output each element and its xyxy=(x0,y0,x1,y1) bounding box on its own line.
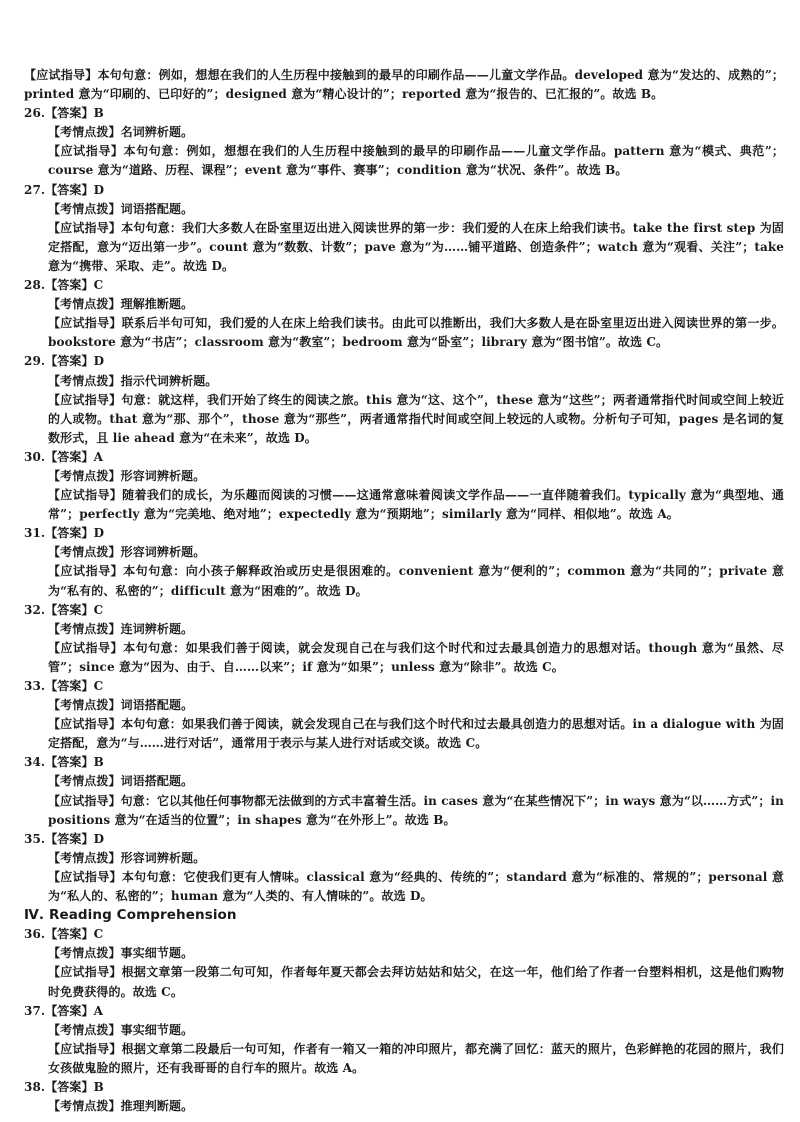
explanation-paragraph: 【应试指导】本句句意：例如，想想在我们的人生历程中接触到的最早的印刷作品——儿童文学作品。pattern 意为“模式、典范”；course 意为“道路、历程、课程”；event 意为“事件、赛事”；condition 意为“状况、条件”。故选 B。 xyxy=(48,144,784,178)
explanation-paragraph: 【应试指导】根据文章第一段第二句可知，作者每年夏天都会去拜访姑姑和姑父，在这一年，他们给了作者一台塑料相机，这是他们购物时免费获得的。故选 C。 xyxy=(48,965,784,999)
explanation-paragraph: 【应试指导】句意：就这样，我们开始了终生的阅读之旅。this 意为“这、这个”，these 意为“这些”；两者通常指代时间或空间上较近的人或物。that 意为“那、那个”，those 意为“那些”，两者通常指代时间或空间上较远的人或物。分析句子可知，pages 是名词的复数形式，且 lie ahead 意为“在未来”，故选 D。 xyxy=(48,392,784,445)
answer-line xyxy=(24,104,784,123)
answer-text: 【答案】B xyxy=(45,106,104,121)
explanation-paragraph: 【考情点拨】事实细节题。 xyxy=(48,1022,194,1037)
answer-text: 【答案】A xyxy=(45,1003,103,1018)
answer-text: 【答案】D xyxy=(45,831,105,846)
answer-line xyxy=(24,181,784,200)
explanation-paragraph: 【考情点拨】名词辨析题。 xyxy=(48,125,194,140)
question-number: 32. xyxy=(24,602,46,617)
explanation-paragraph: 【应试指导】本句句意：它使我们更有人情味。classical 意为“经典的、传统的”；standard 意为“标准的、常规的”；personal 意为“私人的、私密的”；human 意为“人类的、有人情味的”。故选 D。 xyxy=(48,869,784,904)
answer-line xyxy=(24,276,784,295)
question-number: 31. xyxy=(24,526,46,541)
answer-line xyxy=(24,524,784,543)
explanation-paragraph: 【考情点拨】词语搭配题。 xyxy=(48,774,194,789)
explanation-paragraph: 【考情点拨】连词辨析题。 xyxy=(48,621,194,636)
answer-line xyxy=(24,830,784,849)
answer-line xyxy=(24,925,784,944)
answer-text: 【答案】C xyxy=(45,278,104,293)
answer-line xyxy=(24,1002,784,1021)
answer-line xyxy=(24,448,784,467)
question-number: 36. xyxy=(24,927,46,942)
answer-line xyxy=(24,677,784,696)
explanation-paragraph: 【应试指导】联系后半句可知，我们爱的人在床上给我们读书。由此可以推断出，我们大多数人是在卧室里迈出进入阅读世界的第一步。bookstore 意为“书店”；classroom 意为“教室”；bedroom 意为“卧室”；library 意为“图书馆”。故选 C。 xyxy=(48,316,784,350)
question-number: 38. xyxy=(24,1079,46,1094)
explanation-paragraph: 【考情点拨】词语搭配题。 xyxy=(48,698,194,713)
explanation-paragraph: 【考情点拨】形容词辨析题。 xyxy=(48,850,206,865)
explanation-paragraph: 【考情点拨】形容词辨析题。 xyxy=(48,468,206,483)
answer-line xyxy=(24,753,784,772)
answer-text: 【答案】D xyxy=(45,526,105,541)
answer-key-content xyxy=(24,66,784,1116)
question-number: 37. xyxy=(24,1003,46,1018)
answer-text: 【答案】A xyxy=(45,449,103,464)
section-heading: Ⅳ. Reading Comprehension xyxy=(24,907,237,924)
question-number: 34. xyxy=(24,755,46,770)
question-number: 26. xyxy=(24,106,46,121)
answer-text: 【答案】B xyxy=(45,755,104,770)
answer-line xyxy=(24,352,784,371)
explanation-paragraph: 【考情点拨】事实细节题。 xyxy=(48,946,194,961)
explanation-paragraph: 【考情点拨】理解推断题。 xyxy=(48,297,194,312)
explanation-paragraph: 【应试指导】本句句意：我们大多数人在卧室里迈出进入阅读世界的第一步：我们爱的人在床上给我们读书。take the first step 为固定搭配，意为“迈出第一步”。count 意为“数数、计数”；pave 意为“为……铺平道路、创造条件”；watch 意为“观看、关注”；take 意为“携带、采取、走”。故选 D。 xyxy=(48,220,784,273)
answer-text: 【答案】C xyxy=(45,602,104,617)
explanation-paragraph: 【应试指导】本句句意：例如，想想在我们的人生历程中接触到的最早的印刷作品——儿童文学作品。developed 意为“发达的、成熟的”；printed 意为“印刷的、已印好的”；designed 意为“精心设计的”；reported 意为“报告的、已汇报的”。故选 B。 xyxy=(24,68,784,102)
question-number: 27. xyxy=(24,182,46,197)
explanation-paragraph: 【考情点拨】指示代词辨析题。 xyxy=(48,373,218,388)
explanation-paragraph: 【应试指导】随着我们的成长，为乐趣而阅读的习惯——这通常意味着阅读文学作品——一直伴随着我们。typically 意为“典型地、通常”；perfectly 意为“完美地、绝对地”；expectedly 意为“预期地”；similarly 意为“同样、相似地”。故选 A。 xyxy=(48,488,784,522)
explanation-paragraph: 【考情点拨】词语搭配题。 xyxy=(48,201,194,216)
answer-text: 【答案】B xyxy=(45,1079,104,1094)
answer-text: 【答案】D xyxy=(45,182,105,197)
explanation-paragraph: 【考情点拨】形容词辨析题。 xyxy=(48,545,206,560)
explanation-paragraph: 【考情点拨】推理判断题。 xyxy=(48,1099,194,1114)
question-number: 33. xyxy=(24,679,46,693)
answer-text: 【答案】C xyxy=(45,927,104,942)
explanation-paragraph: 【应试指导】本句句意：向小孩子解释政治或历史是很困难的。convenient 意为“便利的”；common 意为“共同的”；private 意为“私有的、私密的”；difficult 意为“困难的”。故选 D。 xyxy=(48,564,784,598)
explanation-paragraph: 【应试指导】句意：它以其他任何事物都无法做到的方式丰富着生活。in cases 意为“在某些情况下”；in ways 意为“以……方式”；in positions 意为“在适当的位置”；in shapes 意为“在外形上”。故选 B。 xyxy=(48,793,784,827)
explanation-paragraph: 【应试指导】根据文章第二段最后一句可知，作者有一箱又一箱的冲印照片，都充满了回忆：蓝天的照片，色彩鲜艳的花园的照片，我们女孩做鬼脸的照片，还有我哥哥的自行车的照片。故选 A。 xyxy=(48,1041,784,1075)
answer-text: 【答案】C xyxy=(45,679,104,693)
question-number: 30. xyxy=(24,449,46,464)
explanation-paragraph: 【应试指导】本句句意：如果我们善于阅读，就会发现自己在与我们这个时代和过去最具创造力的思想对话。though 意为“虽然、尽管”；since 意为“因为、由于、自……以来”；if 意为“如果”；unless 意为“除非”。故选 C。 xyxy=(48,640,784,674)
explanation-paragraph: 【应试指导】本句句意：如果我们善于阅读，就会发现自己在与我们这个时代和过去最具创造力的思想对话。in a dialogue with 为固定搭配，意为“与……进行对话”，通常用于表示与某人进行对话或交谈。故选 C。 xyxy=(48,717,784,751)
answer-line xyxy=(24,601,784,620)
answer-line xyxy=(24,1078,784,1097)
answer-text: 【答案】D xyxy=(45,354,105,369)
question-number: 35. xyxy=(24,831,46,846)
question-number: 29. xyxy=(24,354,46,369)
question-number: 28. xyxy=(24,278,46,293)
